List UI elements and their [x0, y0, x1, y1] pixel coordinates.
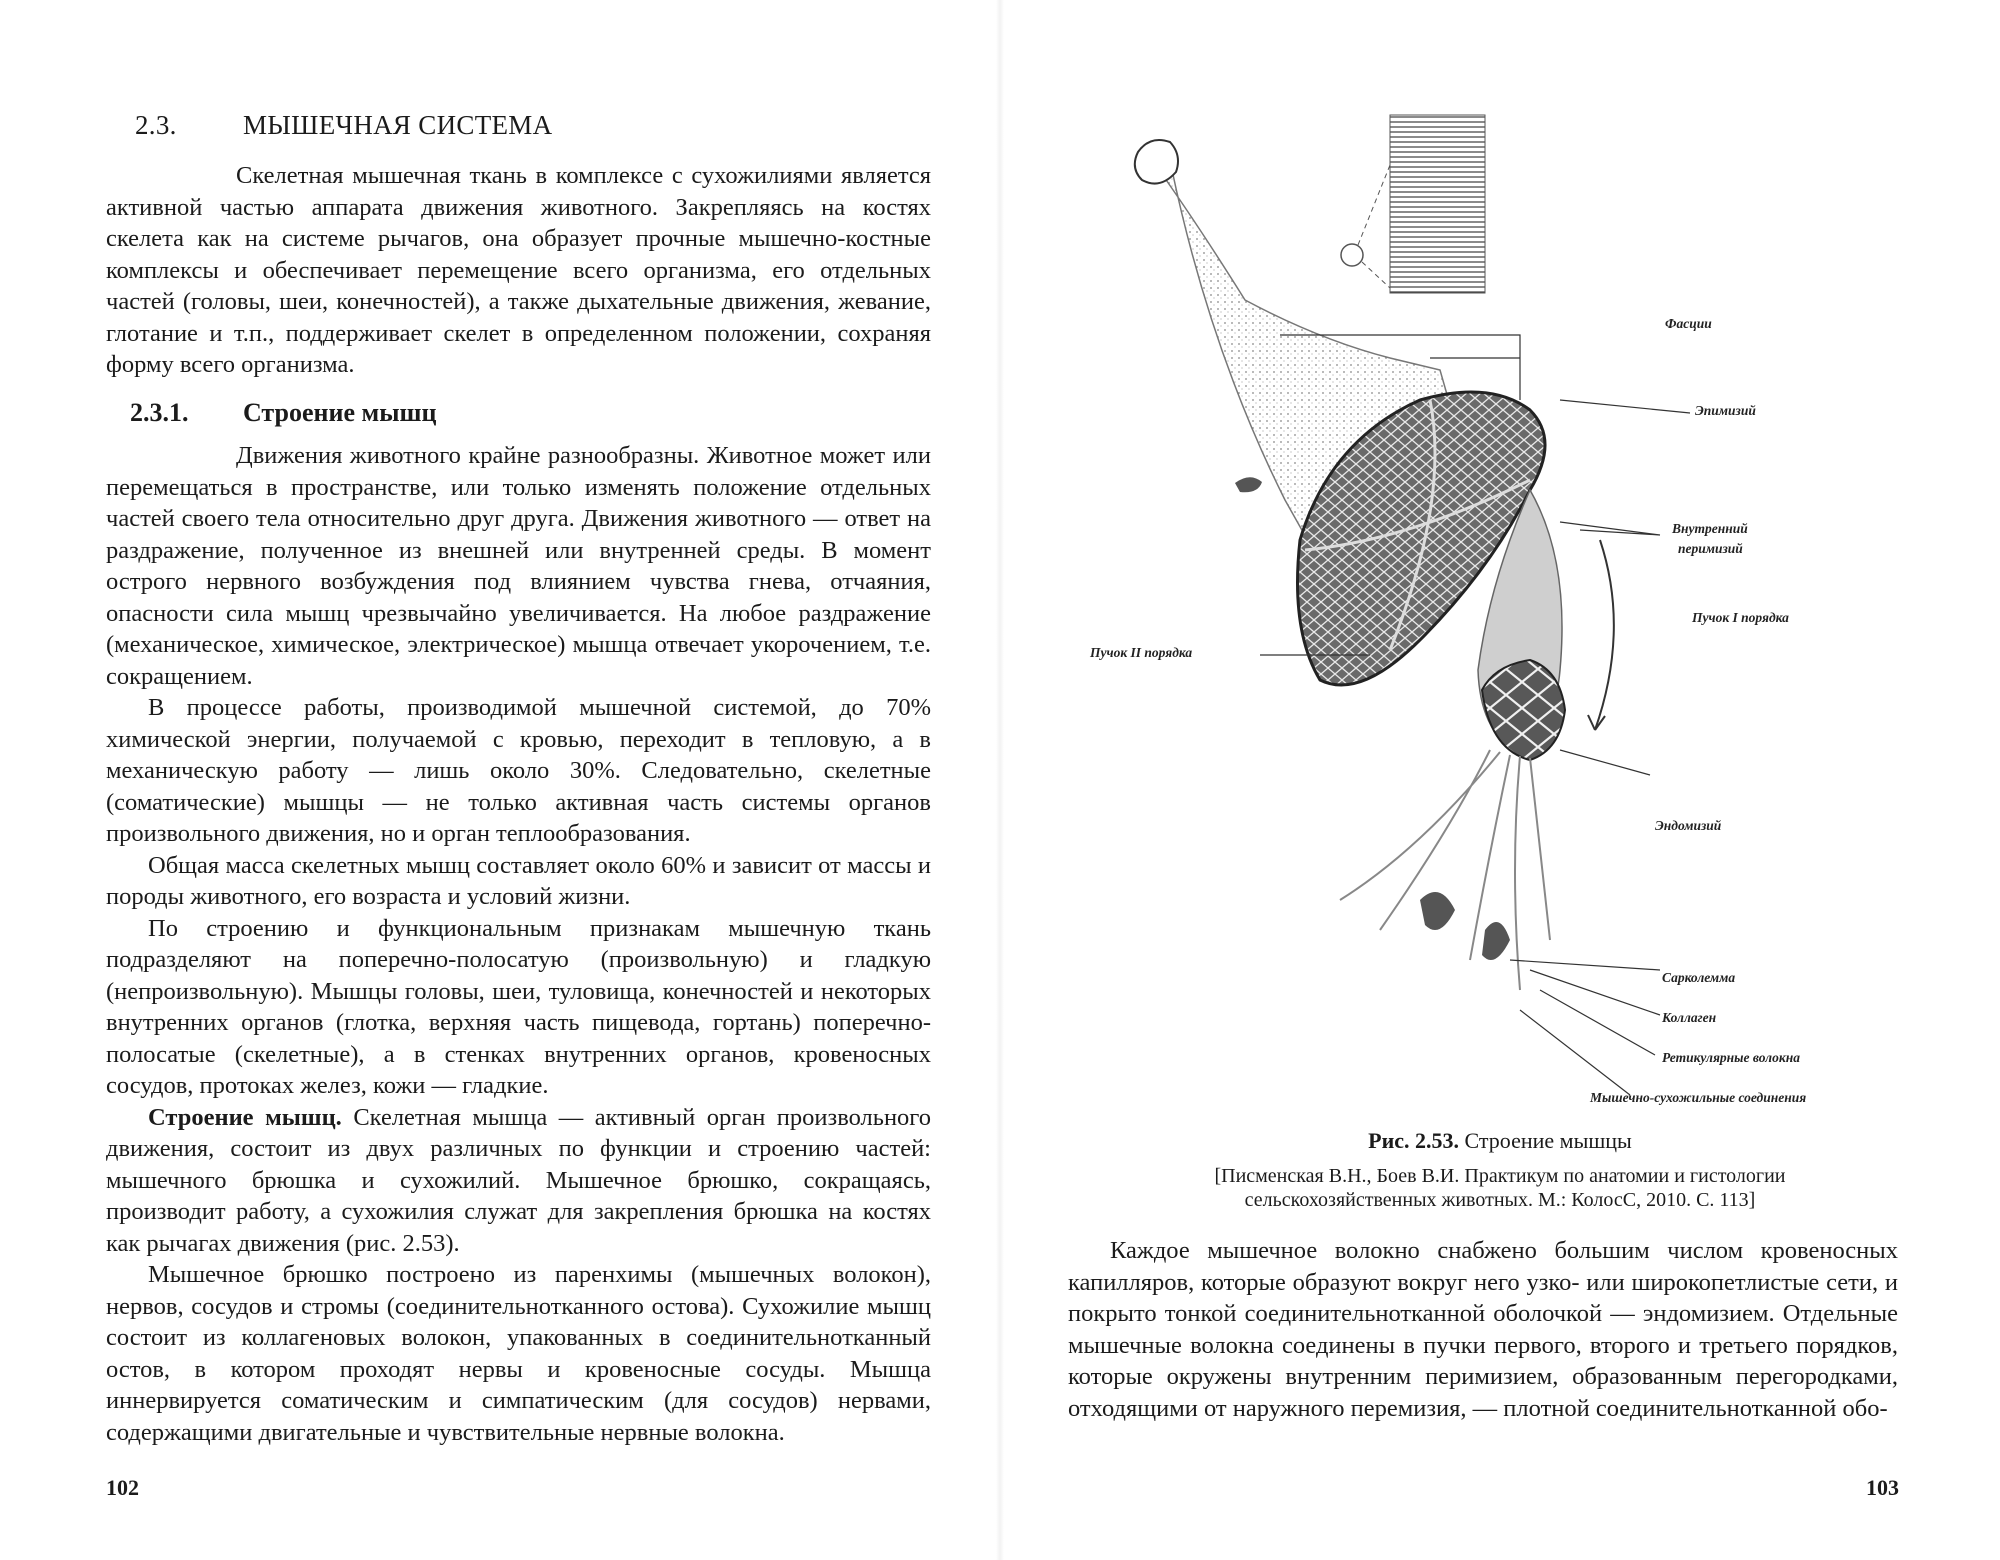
vessel [1235, 477, 1262, 492]
paragraph: Каждое мышечное волокно снабжено большим числом кровеносных капилляров, которые образуют вокруг него узко- или широкопетлистые сети, и покрыто тонкой соединительнотканной оболочкой — эндомизием. Отдельные мышечные волокна соединены в пучки первого, второго и третьего порядков, которые окружены внутренним перимизием, образованным перегородками, отходящими от наружного перемизия, — плотной соединительнотканной обо- [1068, 1237, 1898, 1422]
bottom-leaders [1510, 960, 1660, 1095]
caption-title [1060, 1128, 1940, 1154]
paragraph: В процессе работы, производимой мышечной системой, до 70% химической энергии, получаемой с кровью, переходит в тепловую, а в механическую работу — лишь около 30%. Следовательно, скелетные (соматические) мышцы — не только активная часть системы органов произвольного движения, но и орган теплообразования. [106, 694, 931, 847]
right-text [1068, 1235, 1898, 1424]
label-internal-perimysium-2: перимизий [1678, 541, 1743, 556]
subsection-number: 2.3.1. [130, 398, 189, 427]
paragraph: Движения животного крайне разнообразны. Животное может или перемещаться в пространстве, или только изменять положение отдельных частей своего тела относительно друг друга. Движения животного — ответ на раздражение, полученное из внешней или внутренней среды. В момент острого нервного возбуждения под влиянием чувства гнева, отчаяния, опасности сила мышц чрезвычайно увеличивается. На любое раздражение (механическое, химическое, электрическое) мышца отвечает укорочением, т.е. сокращением. [106, 442, 931, 690]
section-title: МЫШЕЧНАЯ СИСТЕМА [243, 110, 553, 140]
muscle-tendon-junctions [1420, 892, 1510, 960]
label-sarcolemma: Сарколемма [1662, 970, 1736, 985]
paragraph-bold-lead [106, 1102, 931, 1260]
bone-tip [1135, 140, 1178, 184]
label-internal-perimysium-1: Внутренний [1672, 521, 1748, 536]
caption-number: Рис. 2.53. [1368, 1128, 1460, 1153]
endomysium-leader [1560, 750, 1650, 775]
figure-caption [1060, 1128, 1940, 1212]
main-text [106, 440, 931, 1448]
intro-block [106, 160, 931, 381]
label-bundle-2: Пучок II порядка [1090, 645, 1193, 660]
inset-guide-lines [1358, 165, 1390, 288]
caption-source-2: сельскохозяйственных животных. М.: КолосС, 2010. С. 113] [1244, 1189, 1756, 1211]
section-number: 2.3. [135, 110, 177, 140]
caption-text: Строение мышцы [1459, 1128, 1632, 1153]
label-collagen: Коллаген [1662, 1010, 1717, 1025]
striated-fiber-inset [1390, 115, 1485, 293]
subsection-title: Строение мышц [243, 398, 437, 427]
muscle-structure-figure [1090, 110, 1930, 1110]
label-reticular: Ретикулярные волокна [1662, 1050, 1800, 1065]
bundle-arrow [1595, 540, 1614, 730]
label-fascia: Фасции [1665, 316, 1712, 331]
caption-source-1: [Писменская В.Н., Боев В.И. Практикум по анатомии и гистологии [1214, 1165, 1786, 1187]
paragraph: По строению и функциональным признакам мышечную ткань подразделяют на поперечно-полосатую (произвольную) и гладкую (непроизвольную). Мышцы головы, шеи, туловища, конечностей и некоторых внутренних органов (глотка, верхняя часть пищевода, гортань) поперечно-полосатые (скелетные), а в стенках внутренних органов, кровеносных сосудов, протоках желез, кожи — гладкие. [106, 914, 931, 1099]
perimysium-leader [1560, 522, 1660, 535]
epimysium-leader [1560, 400, 1690, 413]
page-number-right: 103 [1866, 1475, 1899, 1500]
label-epimysium: Эпимизий [1695, 403, 1756, 418]
bundle-1-cross-section [1482, 660, 1565, 760]
right-page [1000, 0, 2000, 1560]
bold-lead: Строение мышц. [148, 1103, 342, 1131]
fiber-cross-section [1341, 244, 1363, 266]
bold-para-text: Скелетная мышца — активный орган произвольного движения, состоит из двух различных по функции и строению частей: мышечного брюшка и сухожилий. Мышечное брюшко, сокращаясь, производит работу, а сухожилия служат для закрепления брюшка на костях как рычагах движения (рис. 2.53). [106, 1103, 931, 1257]
paragraph: Мышечное брюшко построено из паренхимы (мышечных волокон), нервов, сосудов и стромы (соединительнотканного остова). Сухожилие мышц состоит из коллагеновых волокон, упакованных в соединительнотканный остов, в котором проходят нервы и кровеносные сосуды. Мышца иннервируется соматическим и симпатическим (для сосудов) нервами, содержащими двигательные и чувствительные нервные волокна. [106, 1261, 931, 1446]
page-number-left: 102 [106, 1475, 139, 1500]
label-bundle-1: Пучок I порядка [1692, 610, 1789, 625]
label-endomysium: Эндомизий [1655, 818, 1722, 833]
tendon-fibers [1340, 750, 1550, 990]
paragraph: Общая масса скелетных мышц составляет около 60% и зависит от массы и породы животного, его возраста и условий жизни. [106, 851, 931, 910]
intro-paragraph: Скелетная мышечная ткань в комплексе с сухожилиями является активной частью аппарата движения животного. Закрепляясь на костях скелета как на системе рычагов, она образует прочные мышечно-костные комплексы и обеспечивает перемещение всего организма, его отдельных частей (головы, шеи, конечностей), а также дыхательные движения, жевание, глотание и т.п., поддерживает скелет в определенном положении, сохраняя форму всего организма. [106, 162, 931, 378]
label-junction: Мышечно-сухожильные соединения [1590, 1090, 1807, 1105]
